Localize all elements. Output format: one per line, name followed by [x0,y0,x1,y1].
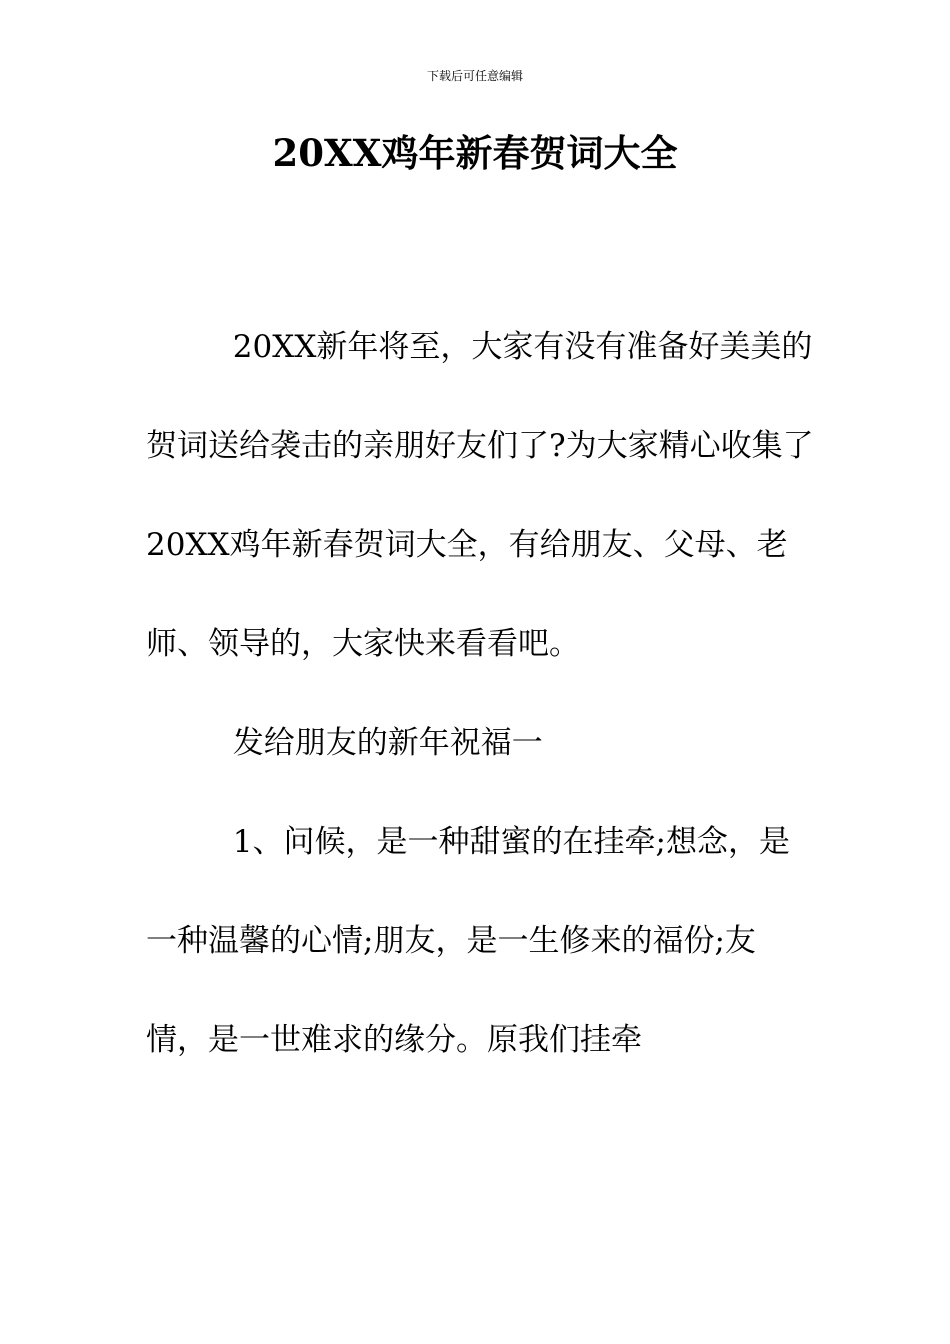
header-note: 下载后可任意编辑 [426,69,523,83]
document-title: 20XX鸡年新春贺词大全 [272,131,678,175]
paragraph-greeting-1: 1、问候，是一种甜蜜的在挂牵;想念，是一种温馨的心情;朋友，是一生修来的福份;友情，是一世难求的缘分。原我们挂牵 [146,824,790,1058]
document-body [146,298,814,1090]
paragraph-intro: 20XX新年将至，大家有没有准备好美美的贺词送给袭击的亲朋好友们了?为大家精心收集了20XX鸡年新春贺词大全，有给朋友、父母、老师、领导的，大家快来看看吧。 [146,329,814,662]
section-heading: 发给朋友的新年祝福一 [232,725,543,761]
